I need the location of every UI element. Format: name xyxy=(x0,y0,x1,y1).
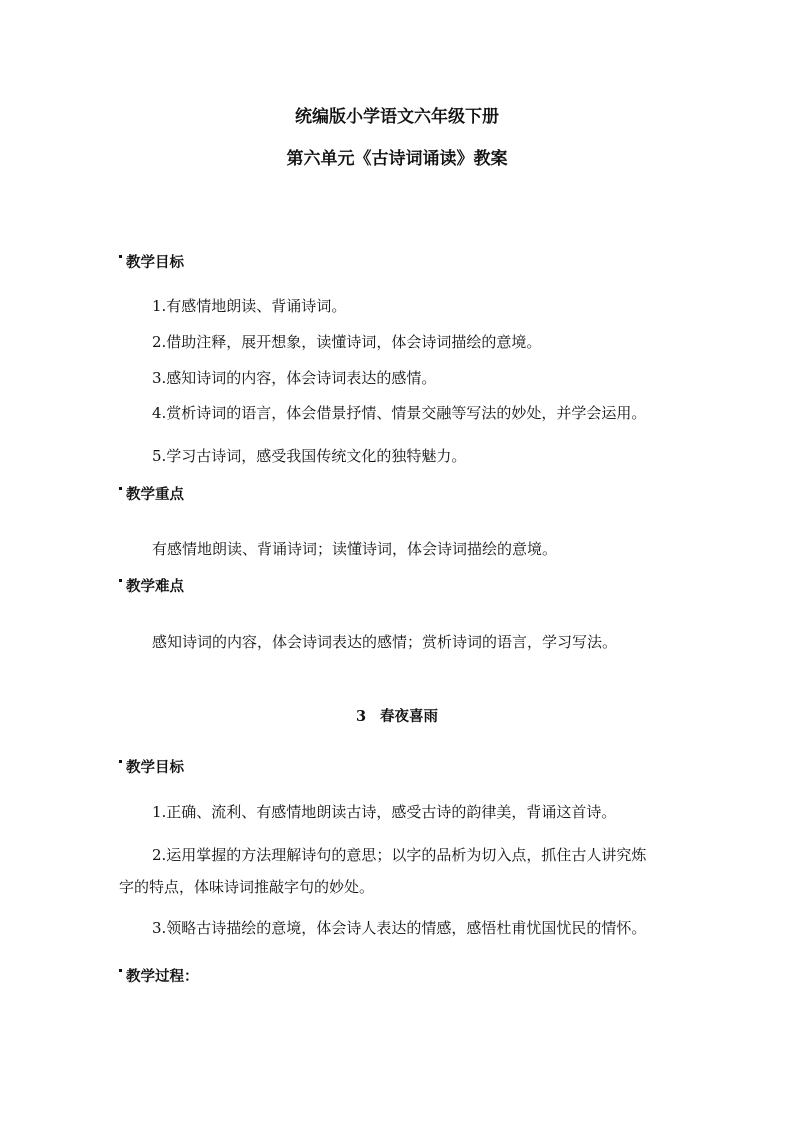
lesson-goal-2-line1: 2.运用掌握的方法理解诗句的意思；以字的品析为切入点，抓住古人讲究炼 xyxy=(152,846,647,864)
bullet-dot-icon xyxy=(119,487,122,490)
goal-item-2: 2.借助注释，展开想象，读懂诗词，体会诗词描绘的意境。 xyxy=(152,333,542,351)
section-heading-goals xyxy=(119,253,184,273)
lesson-heading-goals xyxy=(119,758,184,778)
key-points-text: 有感情地朗读、背诵诗词；读懂诗词，体会诗词描绘的意境。 xyxy=(152,540,558,558)
goal-item-4: 4.赏析诗词的语言，体会借景抒情、情景交融等写法的妙处，并学会运用。 xyxy=(152,404,647,422)
lesson-title xyxy=(0,707,794,727)
section-heading-difficult xyxy=(119,577,184,597)
bullet-dot-icon xyxy=(119,255,122,258)
doc-title-line2: 第六单元《古诗词诵读》教案 xyxy=(286,149,508,169)
heading-text: 教学重点 xyxy=(126,486,184,503)
bullet-dot-icon xyxy=(119,969,122,972)
goal-item-3: 3.感知诗词的内容，体会诗词表达的感情。 xyxy=(152,369,437,387)
section-heading-key xyxy=(119,485,184,505)
heading-text: 教学过程： xyxy=(126,968,199,985)
heading-text: 教学目标 xyxy=(126,254,184,271)
lesson-heading-process xyxy=(119,967,199,987)
lesson-name: 春夜喜雨 xyxy=(380,708,439,725)
doc-title-line1: 统编版小学语文六年级下册 xyxy=(295,107,499,127)
heading-text: 教学目标 xyxy=(126,759,184,776)
bullet-dot-icon xyxy=(119,760,122,763)
goal-item-1: 1.有感情地朗读、背诵诗词。 xyxy=(152,297,347,315)
lesson-goal-3: 3.领略古诗描绘的意境，体会诗人表达的情感，感悟杜甫忧国忧民的情怀。 xyxy=(152,919,647,937)
lesson-number: 3 xyxy=(355,708,367,725)
difficult-points-text: 感知诗词的内容，体会诗词表达的感情；赏析诗词的语言，学习写法。 xyxy=(152,633,618,651)
goal-item-5: 5.学习古诗词，感受我国传统文化的独特魅力。 xyxy=(152,447,467,465)
lesson-goal-1: 1.正确、流利、有感情地朗读古诗，感受古诗的韵律美，背诵这首诗。 xyxy=(152,803,617,821)
lesson-goal-2-line2: 字的特点，体味诗词推敲字句的妙处。 xyxy=(119,878,375,896)
heading-text: 教学难点 xyxy=(126,578,184,595)
bullet-dot-icon xyxy=(119,579,122,582)
